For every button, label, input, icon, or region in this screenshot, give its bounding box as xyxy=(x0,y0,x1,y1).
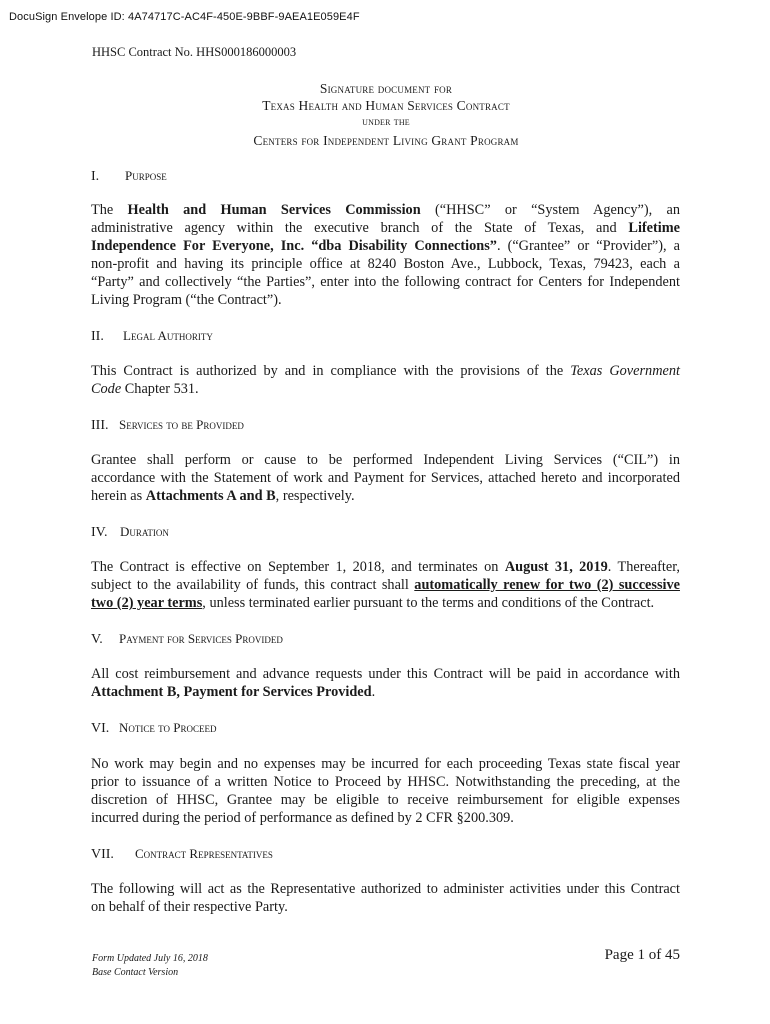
section-heading-legal-authority xyxy=(91,328,213,345)
purpose-line: Living Program (“the Contract”). xyxy=(91,292,282,308)
services-line: Grantee shall perform or cause to be performed Independent Living Services (“CIL”) in xyxy=(91,452,680,468)
services-line: accordance with the Statement of work and Payment for Services, attached hereto and incorporated xyxy=(91,470,680,486)
footer-form-updated: Form Updated July 16, 2018 xyxy=(92,953,208,964)
section-label: Payment for Services Provided xyxy=(119,631,283,646)
reps-line: The following will act as the Representative authorized to administer activities under this Contract xyxy=(91,881,680,897)
footer-version: Base Contact Version xyxy=(92,967,179,978)
contract-number: HHSC Contract No. HHS000186000003 xyxy=(92,45,297,59)
section-label: Contract Representatives xyxy=(135,846,273,861)
purpose-line: The Health and Human Services Commission (“HHSC” or “System Agency”), an xyxy=(91,202,680,218)
purpose-line: non-profit and having its principle office at 8240 Boston Ave., Lubbock, Texas, 79423, each a xyxy=(91,256,680,272)
purpose-paragraph xyxy=(91,201,680,309)
legal-line: Code Chapter 531. xyxy=(91,381,199,397)
payment-line: Attachment B, Payment for Services Provided. xyxy=(91,684,376,700)
docusign-envelope-id: DocuSign Envelope ID: 4A74717C-AC4F-450E-9BBF-9AEA1E059E4F xyxy=(9,11,360,23)
section-label: Notice to Proceed xyxy=(119,720,217,735)
section-heading-duration xyxy=(91,524,169,541)
services-line: herein as Attachments A and B, respectively. xyxy=(91,488,355,504)
section-number: II. xyxy=(91,329,104,344)
title-line-4: Centers for Independent Living Grant Program xyxy=(253,133,519,148)
section-label: Services to be Provided xyxy=(119,417,244,432)
section-number: VI. xyxy=(91,721,110,736)
purpose-line: administrative agency within the executive branch of the State of Texas, and Lifetime xyxy=(91,220,681,236)
services-paragraph xyxy=(91,451,680,505)
section-heading-purpose xyxy=(91,168,167,185)
purpose-line: “Party” and collectively “the Parties”, enter into the following contract for Centers for Independent xyxy=(91,274,680,290)
duration-paragraph xyxy=(91,558,680,612)
payment-line: All cost reimbursement and advance requests under this Contract will be paid in accordance with xyxy=(91,666,680,682)
section-number: I. xyxy=(91,169,100,184)
section-label: Duration xyxy=(120,524,169,539)
page-number: Page 1 of 45 xyxy=(604,947,680,963)
section-label: Purpose xyxy=(125,168,167,183)
reps-line: on behalf of their respective Party. xyxy=(91,899,288,915)
section-number: VII. xyxy=(91,847,114,862)
notice-line: prior to issuance of a written Notice to Proceed by HHSC. Notwithstanding the preceding, at the xyxy=(91,774,680,790)
duration-line: subject to the availability of funds, this contract shall automatically renew for two (2) successive xyxy=(91,577,680,593)
duration-line: The Contract is effective on September 1, 2018, and terminates on August 31, 2019. Thereafter, xyxy=(91,559,680,575)
legal-line: This Contract is authorized by and in compliance with the provisions of the Texas Government xyxy=(91,363,680,379)
section-heading-services xyxy=(91,417,244,434)
notice-paragraph xyxy=(91,755,680,827)
purpose-line: Independence For Everyone, Inc. “dba Disability Connections”. (“Grantee” or “Provider”), a xyxy=(91,238,680,254)
section-heading-payment xyxy=(91,631,283,648)
notice-line: incurred during the period of performance as defined by 2 CFR §200.309. xyxy=(91,810,514,826)
section-label: Legal Authority xyxy=(123,328,213,343)
payment-paragraph xyxy=(91,665,680,701)
duration-line: two (2) year terms, unless terminated earlier pursuant to the terms and conditions of the Contract. xyxy=(91,595,655,611)
section-number: IV. xyxy=(91,525,108,540)
section-number: V. xyxy=(91,632,103,647)
section-number: III. xyxy=(91,418,109,433)
title-line-3: under the xyxy=(362,116,410,128)
notice-line: No work may begin and no expenses may be incurred for each proceeding Texas state fiscal year xyxy=(91,756,680,772)
title-line-2: Texas Health and Human Services Contract xyxy=(262,98,510,113)
title-line-1: Signature document for xyxy=(319,81,453,96)
footer-form-info xyxy=(92,952,208,980)
representatives-paragraph xyxy=(91,880,680,916)
section-heading-notice xyxy=(91,720,216,737)
section-heading-representatives xyxy=(91,846,273,863)
legal-authority-paragraph xyxy=(91,362,680,398)
notice-line: discretion of HHSC, Grantee may be eligible to receive reimbursement for eligible expenses xyxy=(91,792,680,808)
